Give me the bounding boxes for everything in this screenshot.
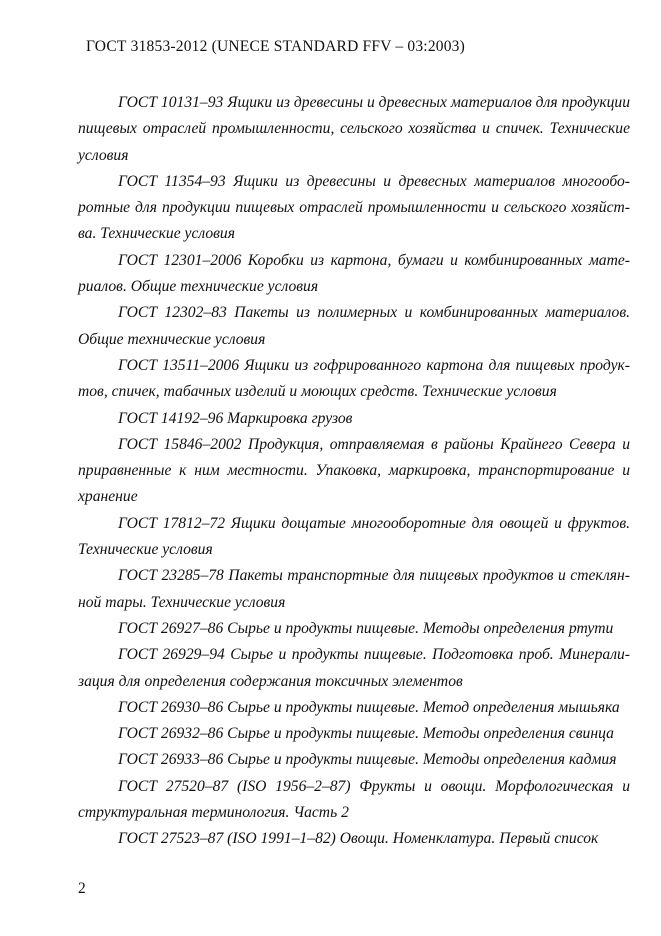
- normative-references-list: [78, 90, 630, 853]
- reference-item: ГОСТ 26930–86 Сырье и продукты пищевые. Метод определения мышьяка: [118, 698, 620, 716]
- page-number: 2: [78, 880, 86, 897]
- reference-item: ГОСТ 14192–96 Маркировка грузов: [118, 409, 353, 427]
- reference-item: ГОСТ 13511–2006 Ящики из гофрированного картона для пищевых продуктов, спичек, табачных изделий и моющих средств. Технические условия: [78, 356, 630, 401]
- running-header: ГОСТ 31853-2012 (UNECE STANDARD FFV – 03:2003): [86, 38, 465, 55]
- reference-item: ГОСТ 17812–72 Ящики дощатые многооборотные для овощей и фруктов. Технические условия: [78, 514, 630, 559]
- reference-item: ГОСТ 12301–2006 Коробки из картона, бумаги и комбинированных материалов. Общие технические условия: [78, 251, 630, 296]
- reference-item: ГОСТ 26932–86 Сырье и продукты пищевые. Методы определения свинца: [118, 725, 614, 743]
- reference-item: ГОСТ 26927–86 Сырье и продукты пищевые. Методы определения ртути: [118, 619, 614, 637]
- reference-item: ГОСТ 10131–93 Ящики из древесины и древесных материалов для продукции пищевых отраслей промышленности, сельского хозяйства и спичек. Технические условия: [78, 94, 630, 164]
- reference-item: ГОСТ 23285–78 Пакеты транспортные для пищевых продуктов и стеклянной тары. Технические условия: [78, 567, 630, 611]
- reference-item: ГОСТ 26929–94 Сырье и продукты пищевые. Подготовка проб. Минерализация для определения содержания токсичных элементов: [78, 646, 630, 690]
- reference-item: ГОСТ 11354–93 Ящики из древесины и древесных материалов многооборотные для продукции пищевых отраслей промышленности и сельского хозяйства. Технические условия: [78, 172, 630, 243]
- reference-item: ГОСТ 27523–87 (ISO 1991–1–82) Овощи. Номенклатура. Первый список: [118, 830, 599, 848]
- reference-item: ГОСТ 26933–86 Сырье и продукты пищевые. Методы определения кадмия: [118, 751, 617, 769]
- reference-item: ГОСТ 12302–83 Пакеты из полимерных и комбинированных материалов. Общие технические условия: [78, 304, 630, 348]
- reference-item: ГОСТ 27520–87 (ISO 1956–2–87) Фрукты и овощи. Морфологическая и структуральная терминология. Часть 2: [78, 777, 630, 822]
- reference-item: ГОСТ 15846–2002 Продукция, отправляемая в районы Крайнего Севера и приравненные к ним местности. Упаковка, маркировка, транспортирование и хранение: [78, 435, 630, 506]
